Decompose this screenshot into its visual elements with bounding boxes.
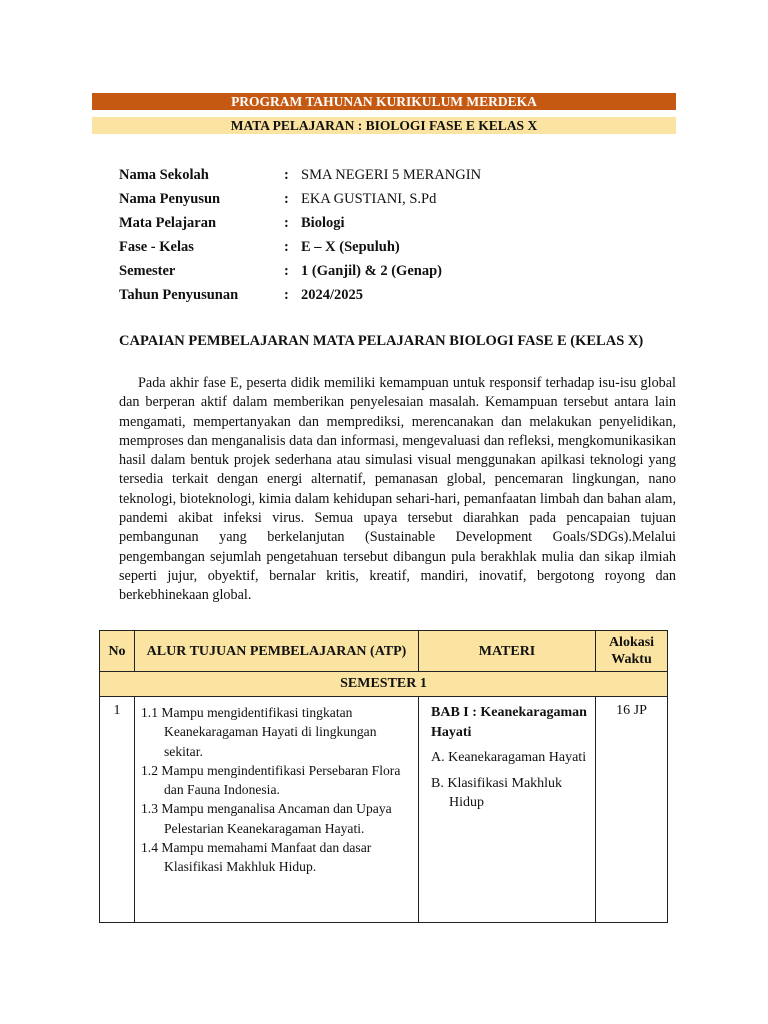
- identity-colon: :: [284, 190, 289, 207]
- alokasi-cell: 16 JP: [596, 697, 668, 923]
- materi-item: A. Keanekaragaman Hayati: [431, 750, 587, 765]
- row-number: 1: [100, 697, 135, 923]
- capaian-body: Pada akhir fase E, peserta didik memiliki kemampuan untuk responsif terhadap isu-isu global dan berperan aktif dalam memberikan penyelesaian masalah. Kemampuan tersebut antara lain mengamati, mempertanyakan dan memprediksi, merencanakan dan melakukan penyelidikan, memproses dan menganalisis data dan informasi, mengevaluasi dan refleksi, mengkomunikasikan hasil dalam bentuk projek sederhana atau simulasi visual menggunakan apilkasi teknologi yang tersedia terkait dengan energi alternatif, pemanasan global, pencemaran lingkungan, nano teknologi, bioteknologi, kimia dalam kehidupan sehari-hari, pemanfaatan limbah dan bahan alam, pandemi akibat infeksi virus. Semua upaya tersebut diarahkan pada pencapaian tujuan pembangunan yang berkelanjutan (Sustainable Development Goals/SDGs).Melalui pengembangan sejumlah pengetahuan tersebut dibangun pula berakhlak mulia dan sikap ilmiah seperti jujur, obyektif, bernalar kritis, kreatif, mandiri, inovatif, bergotong royong dan berkebhinekaan global.: [119, 375, 676, 604]
- identity-row: [119, 211, 481, 235]
- identity-value-subject: Biologi: [301, 214, 345, 231]
- identity-value-year: 2024/2025: [301, 286, 364, 303]
- atp-item: 1.4 Mampu memahami Manfaat dan dasar Klasifikasi Makhluk Hidup.: [141, 840, 372, 875]
- subject-title-banner: MATA PELAJARAN : BIOLOGI FASE E KELAS X: [92, 117, 676, 134]
- identity-colon: :: [284, 214, 289, 231]
- identity-colon: :: [284, 286, 289, 303]
- identity-row: [119, 187, 481, 211]
- identity-row: [119, 259, 481, 283]
- atp-header-row: [100, 631, 668, 672]
- identity-colon: :: [284, 238, 289, 255]
- identity-colon: :: [284, 166, 289, 183]
- identity-value-school: SMA NEGERI 5 MERANGIN: [301, 166, 482, 183]
- identity-label: Nama Penyusun: [119, 190, 221, 207]
- identity-row: [119, 283, 481, 307]
- identity-colon: :: [284, 262, 289, 279]
- identity-value-author: EKA GUSTIANI, S.Pd: [301, 190, 437, 207]
- program-title-banner: PROGRAM TAHUNAN KURIKULUM MERDEKA: [92, 93, 676, 110]
- semester-label: SEMESTER 1: [100, 672, 668, 697]
- atp-cell: [135, 697, 419, 923]
- identity-table: [119, 163, 481, 307]
- materi-chapter: BAB I : Keanekaragaman Hayati: [431, 705, 587, 740]
- capaian-title: CAPAIAN PEMBELAJARAN MATA PELAJARAN BIOLOGI FASE E (KELAS X): [119, 333, 644, 349]
- identity-value-phase: E – X (Sepuluh): [301, 238, 400, 255]
- materi-item: B. Klasifikasi Makhluk Hidup: [431, 775, 563, 810]
- identity-label: Tahun Penyusunan: [119, 286, 239, 303]
- atp-item: 1.3 Mampu menganalisa Ancaman dan Upaya Pelestarian Keanekaragaman Hayati.: [141, 801, 392, 836]
- atp-table: [99, 630, 668, 923]
- atp-item: 1.2 Mampu mengindentifikasi Persebaran Flora dan Fauna Indonesia.: [141, 762, 401, 798]
- header-materi: MATERI: [419, 631, 596, 672]
- identity-row: [119, 163, 481, 187]
- table-row: [100, 697, 668, 923]
- semester-row: [100, 672, 668, 697]
- header-alokasi: Alokasi Waktu: [596, 631, 668, 672]
- identity-label: Fase - Kelas: [119, 238, 194, 255]
- identity-value-semester: 1 (Ganjil) & 2 (Genap): [301, 262, 442, 279]
- materi-cell: [419, 697, 596, 923]
- identity-row: [119, 235, 481, 259]
- atp-list: [141, 703, 412, 877]
- header-no: No: [100, 631, 135, 672]
- identity-label: Semester: [119, 262, 176, 279]
- header-atp: ALUR TUJUAN PEMBELAJARAN (ATP): [135, 631, 419, 672]
- identity-label: Nama Sekolah: [119, 166, 209, 183]
- identity-label: Mata Pelajaran: [119, 214, 217, 231]
- atp-item: 1.1 Mampu mengidentifikasi tingkatan Keanekaragaman Hayati di lingkungan sekitar.: [141, 705, 377, 759]
